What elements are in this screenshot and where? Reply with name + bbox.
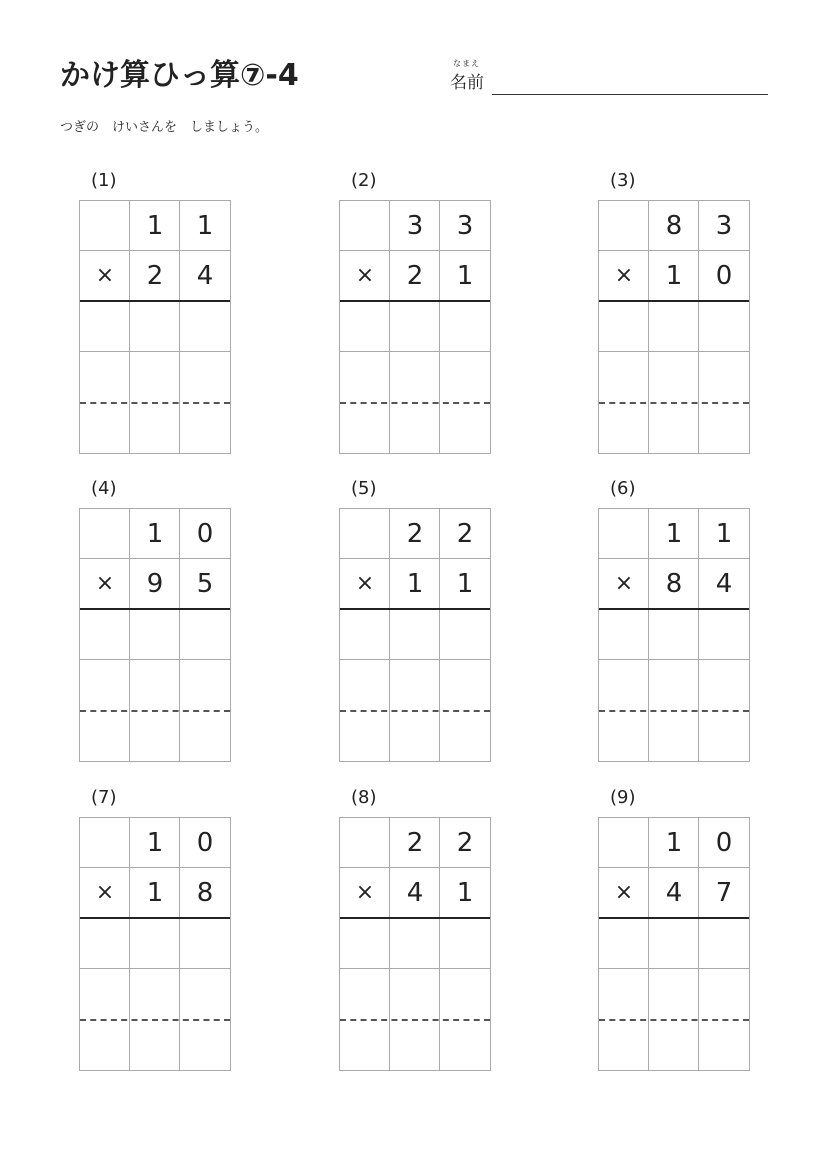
multiply-sign: × — [95, 263, 115, 288]
multiplier-tens: 4 — [665, 878, 683, 908]
answer-grid[interactable] — [79, 200, 231, 454]
page-title: かけ算ひっ算⑦-4 — [60, 58, 299, 93]
problem-7 — [79, 787, 231, 1079]
multiplier-tens: 1 — [146, 878, 164, 908]
multiplicand-ones: 0 — [196, 519, 214, 549]
multiplicand-ones: 1 — [715, 519, 733, 549]
problem-label: (6) — [610, 478, 636, 499]
name-field[interactable] — [450, 58, 770, 98]
multiply-sign: × — [614, 263, 634, 288]
multiplicand-ones: 2 — [456, 828, 474, 858]
multiplicand-tens: 1 — [146, 519, 164, 549]
instructions: つぎの けいさんを しましょう。 — [60, 120, 269, 135]
multiplicand-ones: 2 — [456, 519, 474, 549]
multiplier-tens: 1 — [665, 261, 683, 291]
multiply-sign: × — [355, 263, 375, 288]
answer-grid[interactable] — [79, 508, 231, 762]
problem-5 — [339, 478, 491, 770]
multiplicand-tens: 2 — [406, 828, 424, 858]
multiplicand-tens: 1 — [665, 828, 683, 858]
multiplier-ones: 1 — [456, 569, 474, 599]
multiplicand-ones: 3 — [715, 211, 733, 241]
multiplier-ones: 4 — [715, 569, 733, 599]
multiplier-tens: 4 — [406, 878, 424, 908]
answer-grid[interactable] — [79, 817, 231, 1071]
problem-label: (5) — [351, 478, 377, 499]
multiply-sign: × — [95, 571, 115, 596]
multiplier-ones: 0 — [715, 261, 733, 291]
multiplicand-ones: 3 — [456, 211, 474, 241]
problem-3 — [598, 170, 750, 462]
multiplicand-tens: 3 — [406, 211, 424, 241]
multiplicand-tens: 8 — [665, 211, 683, 241]
problem-6 — [598, 478, 750, 770]
problem-4 — [79, 478, 231, 770]
problem-label: (3) — [610, 170, 636, 191]
multiplier-ones: 5 — [196, 569, 214, 599]
multiplier-tens: 1 — [406, 569, 424, 599]
problem-label: (1) — [91, 170, 117, 191]
multiplier-tens: 2 — [146, 261, 164, 291]
multiply-sign: × — [614, 571, 634, 596]
name-label: 名前 — [450, 73, 484, 93]
problem-9 — [598, 787, 750, 1079]
problem-label: (4) — [91, 478, 117, 499]
multiplicand-tens: 1 — [665, 519, 683, 549]
multiplicand-tens: 1 — [146, 828, 164, 858]
answer-grid[interactable] — [598, 508, 750, 762]
answer-grid[interactable] — [598, 200, 750, 454]
problem-2 — [339, 170, 491, 462]
multiplier-ones: 7 — [715, 878, 733, 908]
multiplicand-ones: 1 — [196, 211, 214, 241]
problem-8 — [339, 787, 491, 1079]
name-write-line[interactable] — [492, 94, 768, 95]
multiply-sign: × — [614, 880, 634, 905]
problem-label: (8) — [351, 787, 377, 808]
multiply-sign: × — [355, 571, 375, 596]
multiplier-ones: 1 — [456, 878, 474, 908]
multiplicand-ones: 0 — [715, 828, 733, 858]
problem-label: (9) — [610, 787, 636, 808]
multiplicand-ones: 0 — [196, 828, 214, 858]
answer-grid[interactable] — [339, 200, 491, 454]
answer-grid[interactable] — [339, 508, 491, 762]
multiply-sign: × — [355, 880, 375, 905]
multiply-sign: × — [95, 880, 115, 905]
multiplier-ones: 8 — [196, 878, 214, 908]
multiplier-tens: 8 — [665, 569, 683, 599]
multiplier-ones: 1 — [456, 261, 474, 291]
problem-label: (2) — [351, 170, 377, 191]
multiplicand-tens: 2 — [406, 519, 424, 549]
problem-label: (7) — [91, 787, 117, 808]
multiplier-tens: 9 — [146, 569, 164, 599]
multiplicand-tens: 1 — [146, 211, 164, 241]
name-ruby: なまえ — [453, 59, 480, 68]
answer-grid[interactable] — [598, 817, 750, 1071]
answer-grid[interactable] — [339, 817, 491, 1071]
problem-1 — [79, 170, 231, 462]
multiplier-tens: 2 — [406, 261, 424, 291]
multiplier-ones: 4 — [196, 261, 214, 291]
